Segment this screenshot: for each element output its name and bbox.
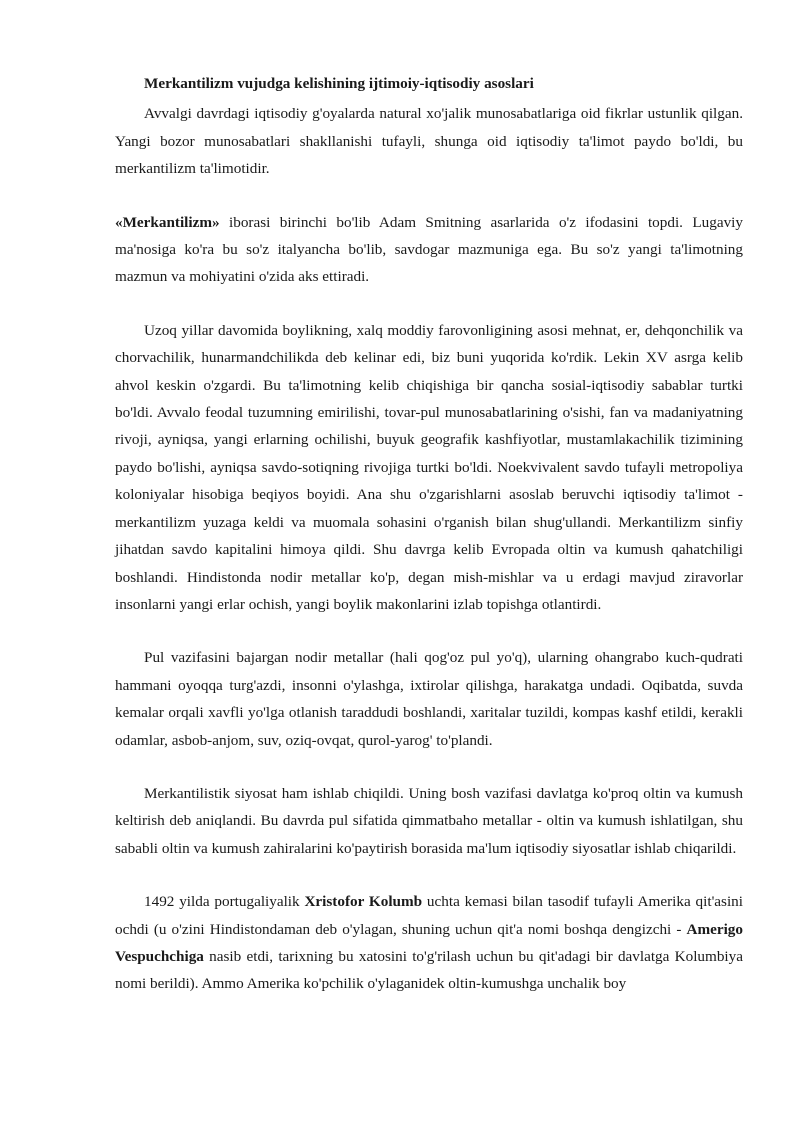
paragraph-policy: Merkantilistik siyosat ham ishlab chiqildi. Uning bosh vazifasi davlatga ko'proq oltin va kumush keltirish deb aniqlandi. Bu davrda pul sifatida qimmatbaho metallar - oltin va kumush ishlatilgan, shu sababli oltin va kumush zahiralarini ko'paytirish borasida ma'lum iqtisodiy siyosatlar ishlab chiqarildi. bbox=[115, 784, 743, 857]
paragraph-columbus-text-b: uchta kemasi bilan tasodif tufayli Amerika qit'asini ochdi (u o'zini Hindistondaman deb o'ylagan, shuning uchun qit'a nomi boshqa dengizchi - bbox=[115, 893, 743, 938]
name-vespucci: Amerigo Vespuchchiga bbox=[115, 920, 743, 965]
paragraph-definition-text: iborasi birinchi bo'lib Adam Smitning asarlarida o'z ifodasini topdi. Lugaviy ma'nosiga ko'ra bu so'z italyancha bo'lib, savdogar mazmuniga ega. Bu so'z yangi ta'limotning mazmun va mohiyatini o'zida aks ettiradi. bbox=[115, 213, 743, 286]
paragraph-origins: Uzoq yillar davomida boylikning, xalq moddiy farovonligining asosi mehnat, er, dehqonchilik va chorvachilik, hunarmandchilikda deb kelinar edi, biz buni yuqorida ko'rdik. Lekin XV asrga kelib ahvol keskin o'zgardi. Bu ta'limotning kelib chiqishiga bir qancha sosial-iqtisodiy sabablar turtki bo'ldi. Avvalo feodal tuzumning emirilishi, tovar-pul munosabatlarining o'sishi, fan va madaniyatning rivoji, ayniqsa, yangi erlarning ochilishi, buyuk geografik kashfiyotlar, mustamlakachilik tizimining paydo bo'lishi, ayniqsa savdo-sotiqning rivojiga turtki bo'ldi. Noekvivalent savdo tufayli metropoliya koloniyalar hisobiga beqiyos boyidi. Ana shu o'zgarishlarni asoslab beruvchi iqtisodiy ta'limot - merkantilizm yuzaga keldi va muomala sohasini o'rganish bilan shug'ullandi. Merkantilizm sinfiy jihatdan savdo kapitalini himoya qildi. Shu davrga kelib Evropada oltin va kumush qahatchiligi boshlandi. Hindistonda nodir metallar ko'p, degan mish-mishlar va u erdagi mavjud ziravorlar insonlarni yangi erlar ochish, yangi boylik makonlarini izlab topishga otlantirdi. bbox=[115, 321, 743, 613]
section-heading: Merkantilizm vujudga kelishining ijtimoiy-iqtisodiy asoslari bbox=[144, 75, 534, 92]
paragraph-precious-metals: Pul vazifasini bajargan nodir metallar (hali qog'oz pul yo'q), ularning ohangrabo kuch-qudrati hammani oyoqqa turg'azdi, insonni o'ylashga, ixtirolar qilishga, harakatga undadi. Oqibatda, suvda kemalar orqali xavfli yo'lga otlanish taraddudi boshlandi, xaritalar tuzildi, kompas kashf etildi, kerakli odamlar, asbob-anjom, suv, oziq-ovqat, qurol-yarog' to'plandi. bbox=[115, 649, 743, 749]
paragraph-intro: Avvalgi davrdagi iqtisodiy g'oyalarda natural xo'jalik munosabatlariga oid fikrlar ustunlik qilgan. Yangi bozor munosabatlari shakllanishi tufayli, shunga oid iqtisodiy ta'limot paydo bo'ldi, bu merkantilizm ta'limotidir. bbox=[115, 105, 743, 178]
paragraph-definition bbox=[115, 209, 743, 291]
paragraph-columbus-text-c: nasib etdi, tarixning bu xatosini to'g'rilash uchun bu qit'adagi bir davlatga Kolumbiya nomi berildi). Ammo Amerika ko'pchilik o'ylaganidek oltin-kumushga unchalik boy bbox=[115, 947, 743, 993]
term-merkantilizm: «Merkantilizm» bbox=[115, 213, 220, 231]
paragraph-columbus-text-a: 1492 yilda portugaliyalik bbox=[144, 893, 305, 911]
document-page bbox=[115, 70, 743, 998]
paragraph-columbus bbox=[115, 888, 743, 998]
name-columbus: Xristofor Kolumb bbox=[304, 893, 423, 911]
